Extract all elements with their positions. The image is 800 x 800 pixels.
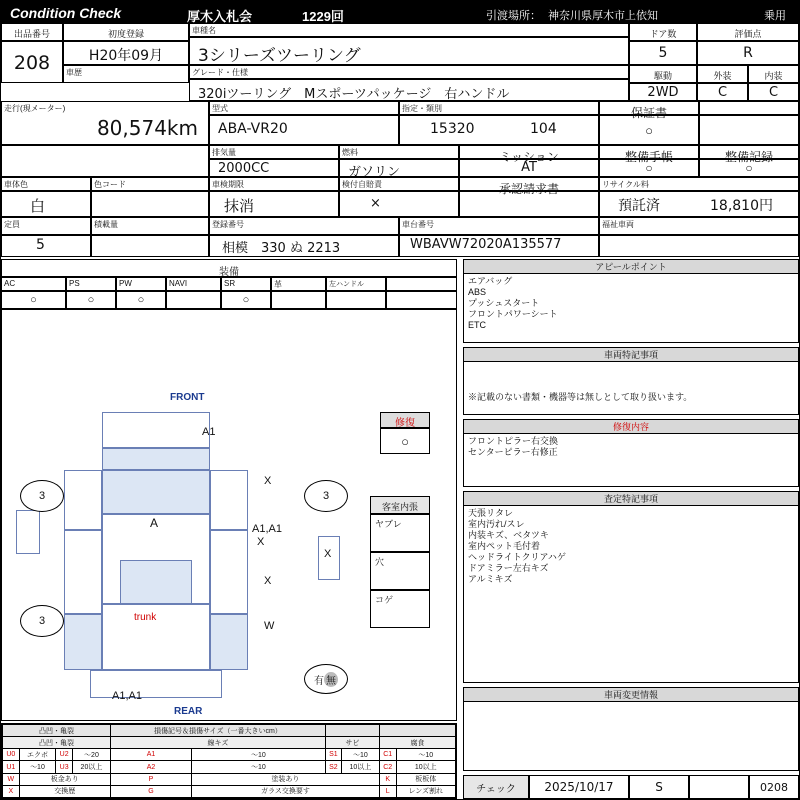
legend-r0-c3b: ～10 — [396, 749, 456, 761]
legend-r0-c2c: S1 — [325, 749, 341, 761]
colorcode-label: 色コード — [94, 180, 126, 189]
equip-label-4 — [221, 277, 271, 291]
check-date: 2025/10/17 — [544, 780, 614, 794]
reg-label-cell — [63, 23, 189, 41]
appeal-line-0: エアバッグ — [468, 276, 513, 286]
vin-value-cell — [399, 235, 599, 257]
legend-r0-c2d: ～10 — [341, 749, 379, 761]
legend-row-1 — [3, 761, 456, 773]
check-label-cell — [463, 775, 529, 799]
inspection-list — [464, 506, 798, 587]
grade-label: グレード・仕様 — [192, 68, 248, 77]
model-value-cell — [189, 37, 629, 65]
diagram-trunk-label: trunk — [134, 612, 157, 623]
colorcode-label-cell — [91, 177, 209, 191]
wheel-front-right — [304, 480, 348, 512]
damage-mark-7: X — [324, 548, 332, 560]
legend-bottom-row-1 — [3, 785, 456, 797]
equipment-title: 装備 — [219, 267, 239, 278]
fuel-value-cell — [339, 159, 459, 180]
legend-b0-v: 板金あり — [19, 773, 110, 785]
notes-body — [464, 362, 798, 403]
int-value: C — [768, 85, 779, 100]
vehicle-tag: 乗用 — [764, 10, 786, 22]
desig-value-cell — [399, 115, 599, 145]
int-value-cell — [748, 83, 799, 101]
legend-b1-k3: L — [379, 785, 396, 797]
interior-row-2-label: コゲ — [375, 595, 394, 605]
vin-label: 車台番号 — [402, 220, 434, 229]
repair-badge — [380, 412, 430, 428]
check-date-cell — [529, 775, 629, 799]
notes-line-0: ※記載のない書類・機器等は無しとして取り扱います。 — [468, 392, 693, 402]
vin-value: WBAVW72020A135577 — [410, 237, 562, 252]
legend-r1-c1c: U3 — [56, 761, 73, 773]
legend-sub-col2: 線キズ — [110, 737, 325, 749]
legend-spacer — [325, 725, 379, 737]
appeal-line-3: フロントパワーシート — [468, 309, 558, 319]
rating-value-cell — [697, 41, 799, 65]
car-front-right-fender — [210, 470, 248, 530]
equip-mark-7 — [386, 291, 457, 309]
legend-r1-c2a: A2 — [110, 761, 191, 773]
recycle-label: リサイクル料 — [602, 180, 649, 189]
legend-b1-k2: G — [110, 785, 191, 797]
door-label-cell — [629, 23, 697, 41]
book-label: 整備手帳 — [624, 150, 673, 164]
legend-r1-c2c: S2 — [325, 761, 341, 773]
ext-label-cell — [697, 65, 748, 83]
legend-r1-c1b: ～10 — [19, 761, 56, 773]
equip-mark-2 — [116, 291, 166, 309]
auction-number: 1229回 — [302, 9, 344, 24]
equip-text-5: 革 — [274, 280, 282, 289]
damage-mark-4: X — [264, 575, 272, 587]
color-value: 白 — [30, 197, 46, 215]
disp-value: 2000CC — [218, 161, 270, 176]
fuel-label-cell — [339, 145, 459, 159]
legend-r1-c2d: 10以上 — [341, 761, 379, 773]
interior-row-0-label: ヤブレ — [375, 519, 402, 529]
lot-label: 出品番号 — [13, 29, 50, 39]
legend-r0-c2a: A1 — [110, 749, 191, 761]
warranty-spare-cell — [699, 115, 799, 145]
equipment-title-cell — [1, 259, 457, 277]
rating-value: R — [743, 45, 753, 61]
legend-title-cell — [110, 725, 325, 737]
legend-r1-c2b: ～10 — [191, 761, 325, 773]
interior-title-cell — [370, 496, 430, 514]
history-label: 車歴 — [66, 68, 82, 77]
plate-value: 相模 330 ぬ 2213 — [222, 241, 341, 256]
book-label-cell — [599, 145, 699, 164]
warranty-label: 保証書 — [630, 106, 667, 120]
history-cell — [63, 65, 189, 83]
capacity-label: 定員 — [4, 220, 20, 229]
equip-label-3 — [166, 277, 221, 291]
inspection-line-2: 内装キズ、ベタツキ — [468, 530, 549, 540]
fuel-value: ガソリン — [348, 165, 401, 180]
equip-label-5 — [271, 277, 326, 291]
legend-b1-v2: ガラス交換要す — [191, 785, 379, 797]
drive-value-cell — [629, 83, 697, 101]
equip-mark-5 — [271, 291, 326, 309]
legend-b0-v3: 板板体 — [396, 773, 456, 785]
recycle-value-cell — [599, 191, 799, 217]
equip-mark-0 — [1, 291, 66, 309]
door-value: 5 — [658, 45, 668, 61]
car-left-rear-quarter — [64, 614, 102, 670]
load-label: 積載量 — [94, 220, 118, 229]
shonin-label-cell — [459, 177, 599, 196]
wheel-front-left — [20, 480, 64, 512]
legend-b1-v3: レンズ割れ — [396, 785, 456, 797]
appeal-title: アピールポイント — [464, 260, 798, 274]
repair-line-1: センターピラー右修正 — [468, 447, 558, 457]
record-label-cell — [699, 145, 799, 164]
car-rear-seat — [120, 560, 192, 604]
capacity-value-cell — [1, 235, 91, 257]
car-windshield — [102, 448, 210, 470]
wheel-rear-left-value: 3 — [38, 615, 46, 627]
welfare-label: 福祉車両 — [602, 220, 634, 229]
desig-label: 指定・類別 — [402, 104, 442, 113]
jibai-value: × — [370, 196, 381, 211]
record-mark: ○ — [745, 161, 753, 175]
book-mark: ○ — [645, 161, 653, 175]
equip-mark-text-4: ○ — [242, 294, 250, 306]
drive-label-cell — [629, 65, 697, 83]
legend-b0-v2: 塗装あり — [191, 773, 379, 785]
fuel-label: 燃料 — [342, 148, 358, 157]
mileage-note-cell — [1, 145, 209, 177]
color-label: 車体色 — [4, 180, 28, 189]
legend-b1-k: X — [3, 785, 20, 797]
equip-text-4: SR — [224, 279, 236, 288]
ext-label: 外装 — [713, 71, 732, 81]
reg-label: 初度登録 — [107, 29, 144, 39]
wheel-front-right-value: 3 — [322, 490, 330, 502]
notes-panel — [463, 347, 799, 415]
capacity-value: 5 — [36, 237, 45, 253]
equip-mark-3 — [166, 291, 221, 309]
legend-bottom-row-0 — [3, 773, 456, 785]
shonin-value-cell — [459, 191, 599, 217]
footer-lot-number: 0208 — [760, 780, 788, 794]
mileage-cell — [1, 101, 209, 145]
legend-r0-c2b: ～10 — [191, 749, 325, 761]
legend-r1-c3a: C2 — [379, 761, 396, 773]
legend-r1-c1d: 20以上 — [72, 761, 110, 773]
int-label: 内装 — [764, 71, 783, 81]
inspection-line-5: ドアミラー左右キズ — [468, 563, 549, 573]
color-label-cell — [1, 177, 91, 191]
equip-text-6: 左ハンドル — [329, 281, 364, 288]
inspection-line-4: ヘッドライトクリアハゲ — [468, 552, 566, 562]
rating-label: 評価点 — [734, 29, 762, 39]
shonin-value — [460, 192, 598, 197]
disp-value-cell — [209, 159, 339, 177]
type-value: ABA-VR20 — [218, 121, 288, 137]
car-rear-bumper — [90, 670, 222, 698]
car-hood — [102, 412, 210, 448]
legend-row-0 — [3, 749, 456, 761]
appeal-line-2: プッシュスタート — [468, 298, 540, 308]
mission-value-cell — [459, 159, 599, 177]
ext-value-cell — [697, 83, 748, 101]
jibai-value-cell — [339, 191, 459, 217]
repair-line-0: フロントピラー右交換 — [468, 436, 559, 446]
model-label-cell — [189, 23, 629, 37]
legend-r1-c3b: 10以上 — [396, 761, 456, 773]
legend-b1-v: 交換歴 — [19, 785, 110, 797]
check-blank-cell — [689, 775, 749, 799]
inspection-line-6: アルミキズ — [468, 574, 513, 584]
delivery-place-value: 神奈川県厚木市上依知 — [548, 10, 658, 22]
diagram-center-label: A — [150, 516, 159, 530]
check-initial-cell — [629, 775, 689, 799]
change-info-title: 車両変更情報 — [464, 688, 798, 702]
equip-label-1 — [66, 277, 116, 291]
damage-mark-3: X — [257, 536, 265, 548]
load-value-cell — [91, 235, 209, 257]
legend-r0-c1d: ～20 — [72, 749, 110, 761]
rating-label-cell — [697, 23, 799, 41]
appeal-line-1: ABS — [468, 287, 487, 297]
car-roof-front — [102, 470, 210, 514]
ext-value: C — [717, 85, 728, 100]
damage-mark-6: A1,A1 — [112, 690, 142, 702]
equip-mark-text-2: ○ — [137, 294, 145, 306]
mileage-value: 80,574km — [96, 116, 198, 140]
spare-tire-no: 無 — [324, 672, 338, 687]
disp-label: 排気量 — [212, 148, 236, 157]
diagram-rear-label: REAR — [174, 706, 203, 717]
legend-b0-k3: K — [379, 773, 396, 785]
damage-diagram-panel — [1, 309, 457, 721]
legend-r0-c3a: C1 — [379, 749, 396, 761]
equip-text-3: NAVI — [169, 279, 188, 288]
equip-label-6 — [326, 277, 386, 291]
recycle-label-cell — [599, 177, 799, 191]
reg-value: H20年09月 — [88, 48, 164, 64]
mission-label: ミッション — [499, 150, 559, 164]
inspection-title: 査定特記事項 — [464, 492, 798, 506]
equip-label-0 — [1, 277, 66, 291]
grade-value-cell — [189, 79, 629, 101]
capacity-label-cell — [1, 217, 91, 235]
equip-mark-1 — [66, 291, 116, 309]
equip-text-0: AC — [4, 279, 16, 288]
plate-label-cell — [209, 217, 399, 235]
colorcode-value-cell — [91, 191, 209, 217]
desig-value-1: 15320 — [430, 121, 475, 137]
interior-row-1-label: 穴 — [375, 557, 385, 567]
damage-mark-1: X — [264, 475, 272, 487]
legend-r0-c1c: U2 — [56, 749, 73, 761]
legend-col1-title: 凸凹・亀裂 — [3, 725, 111, 737]
equip-mark-text-1: ○ — [87, 294, 95, 306]
legend-b0-k: W — [3, 773, 20, 785]
door-value-cell — [629, 41, 697, 65]
interior-row-1 — [370, 552, 430, 590]
model-value: 3シリーズツーリング — [198, 46, 361, 66]
diagram-front-label: FRONT — [170, 392, 205, 403]
inspection-line-3: 室内ペット毛付着 — [468, 541, 541, 551]
door-label: ドア数 — [649, 29, 677, 39]
recycle-status: 預託済 — [618, 198, 660, 214]
car-right-door — [210, 530, 248, 614]
record-label: 整備記録 — [724, 150, 773, 164]
shaken-label-cell — [209, 177, 339, 191]
brand-title: Condition Check — [10, 5, 122, 21]
equip-text-1: PS — [69, 279, 80, 288]
repair-list — [464, 434, 798, 460]
desig-label-cell — [399, 101, 599, 115]
equip-label-2 — [116, 277, 166, 291]
disp-label-cell — [209, 145, 339, 159]
legend-sub-col4: 腐食 — [379, 737, 455, 749]
warranty-mark: ○ — [645, 122, 653, 138]
equip-mark-6 — [326, 291, 386, 309]
wheel-front-left-value: 3 — [38, 490, 46, 502]
auction-name: 厚木入札会 — [187, 9, 253, 24]
legend-r0-c1b: エクボ — [19, 749, 56, 761]
repair-panel — [463, 419, 799, 487]
welfare-value-cell — [599, 235, 799, 257]
legend-header-row — [3, 725, 456, 737]
inspection-line-0: 天張リタレ — [468, 508, 514, 518]
type-value-cell — [209, 115, 399, 145]
drive-value: 2WD — [647, 85, 679, 100]
footer-lot-cell — [749, 775, 799, 799]
repair-badge-label: 修復 — [395, 418, 415, 429]
damage-mark-5: W — [264, 620, 275, 632]
car-front-left-fender — [64, 470, 102, 530]
legend-spacer2 — [379, 725, 455, 737]
shaken-value: 抹消 — [224, 197, 255, 215]
delivery-place-label: 引渡場所： — [486, 10, 541, 22]
check-label: チェック — [476, 783, 516, 795]
inspection-panel — [463, 491, 799, 683]
int-label-cell — [748, 65, 799, 83]
equip-mark-text-0: ○ — [30, 294, 37, 306]
legend-table — [2, 724, 456, 798]
header-bar — [1, 1, 799, 23]
model-label: 車種名 — [192, 26, 216, 35]
car-left-door — [64, 530, 102, 614]
reg-value-cell — [63, 41, 189, 65]
lot-number: 208 — [13, 52, 51, 74]
mileage-label: 走行(現メーター) — [4, 104, 66, 113]
legend-title: 損傷記号＆損傷サイズ（一番大きいcm） — [154, 727, 282, 735]
warranty-value-cell — [599, 115, 699, 145]
legend-sub-col3: サビ — [325, 737, 379, 749]
equip-mark-4 — [221, 291, 271, 309]
car-left-mirror-strip — [16, 510, 40, 554]
book-value-cell — [599, 159, 699, 177]
repair-title: 修復内容 — [464, 420, 798, 434]
warranty-spare-label — [699, 101, 799, 115]
grade-value: 320iツーリング Mスポーツパッケージ 右ハンドル — [198, 87, 510, 102]
legend-sub-col1: 凸凹・亀裂 — [3, 737, 111, 749]
grade-label-cell — [189, 65, 629, 79]
shonin-label: 承認請求書 — [498, 182, 559, 196]
change-info-panel — [463, 687, 799, 771]
damage-mark-2: A1,A1 — [252, 523, 282, 535]
car-right-rear-quarter — [210, 614, 248, 670]
wheel-rear-left — [20, 605, 64, 637]
color-value-cell — [1, 191, 91, 217]
desig-value-2: 104 — [530, 121, 557, 137]
legend-r0-c1a: U0 — [3, 749, 20, 761]
welfare-label-cell — [599, 217, 799, 235]
shaken-label: 車検期限 — [212, 180, 244, 189]
appeal-line-4: ETC — [468, 320, 486, 330]
spare-tire-yes: 有 — [314, 675, 324, 687]
drive-label: 駆動 — [653, 71, 672, 81]
jibai-label: 検付自賠責 — [342, 180, 382, 189]
lot-number-cell — [1, 41, 63, 83]
plate-value-cell — [209, 235, 399, 257]
appeal-list — [464, 274, 798, 333]
legend-r1-c1a: U1 — [3, 761, 20, 773]
interior-title: 客室内張 — [381, 502, 418, 512]
inspection-line-1: 室内汚れ/スレ — [468, 519, 525, 529]
legend-panel — [1, 723, 457, 799]
vin-label-cell — [399, 217, 599, 235]
load-label-cell — [91, 217, 209, 235]
record-value-cell — [699, 159, 799, 177]
notes-title: 車両特記事項 — [464, 348, 798, 362]
interior-row-2 — [370, 590, 430, 628]
repair-badge-mark: ○ — [401, 433, 409, 449]
appeal-panel — [463, 259, 799, 343]
equip-label-7 — [386, 277, 457, 291]
equip-text-2: PW — [119, 279, 132, 288]
warranty-label-cell — [599, 101, 699, 120]
jibai-label-cell — [339, 177, 459, 191]
recycle-amount: 18,810円 — [710, 198, 773, 214]
type-label-cell — [209, 101, 399, 115]
type-label: 型式 — [212, 104, 228, 113]
lot-label-cell — [1, 23, 63, 41]
damage-mark-0: A1 — [202, 426, 216, 438]
legend-subheader-row — [3, 737, 456, 749]
check-initial: S — [655, 780, 663, 794]
plate-label: 登録番号 — [212, 220, 244, 229]
mission-label-cell — [459, 145, 599, 164]
shaken-value-cell — [209, 191, 339, 217]
spare-tire-indicator — [304, 664, 348, 694]
repair-badge-mark-cell — [380, 428, 430, 454]
legend-b0-k2: P — [110, 773, 191, 785]
interior-row-0 — [370, 514, 430, 552]
mission-value: AT — [521, 160, 537, 175]
